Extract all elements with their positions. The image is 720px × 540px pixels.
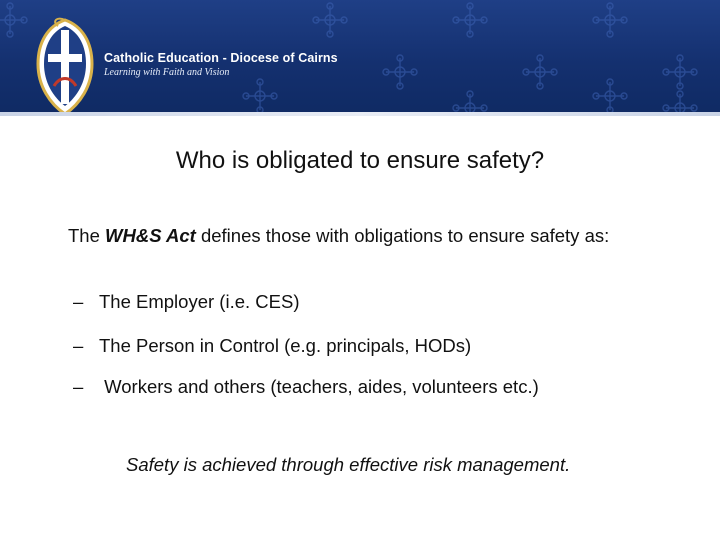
bullet-text: The Employer (i.e. CES) [99, 291, 300, 312]
dash-marker: – [73, 376, 84, 397]
header-banner [0, 0, 720, 116]
diocese-cross-logo-icon [34, 16, 96, 116]
bullet-text: The Person in Control (e.g. principals, HODs) [99, 335, 472, 356]
bullet-text: Workers and others (teachers, aides, volunteers etc.) [99, 376, 539, 397]
organization-name: Catholic Education - Diocese of Cairns [104, 51, 338, 65]
bullet-item [73, 291, 299, 313]
intro-paragraph [68, 222, 688, 250]
bullet-item [73, 335, 471, 357]
dash-marker: – [73, 335, 84, 356]
act-name: WH&S Act [105, 225, 196, 246]
intro-prefix: The [68, 225, 106, 246]
slide-title: Who is obligated to ensure safety? [175, 147, 545, 174]
closing-statement: Safety is achieved through effective risk management. [126, 454, 571, 475]
intro-suffix: defines those with obligations to ensure safety as: [195, 225, 610, 246]
bullet-item [73, 376, 539, 398]
organization-tagline: Learning with Faith and Vision [104, 67, 230, 78]
dash-marker: – [73, 291, 84, 312]
banner-divider [0, 112, 720, 116]
